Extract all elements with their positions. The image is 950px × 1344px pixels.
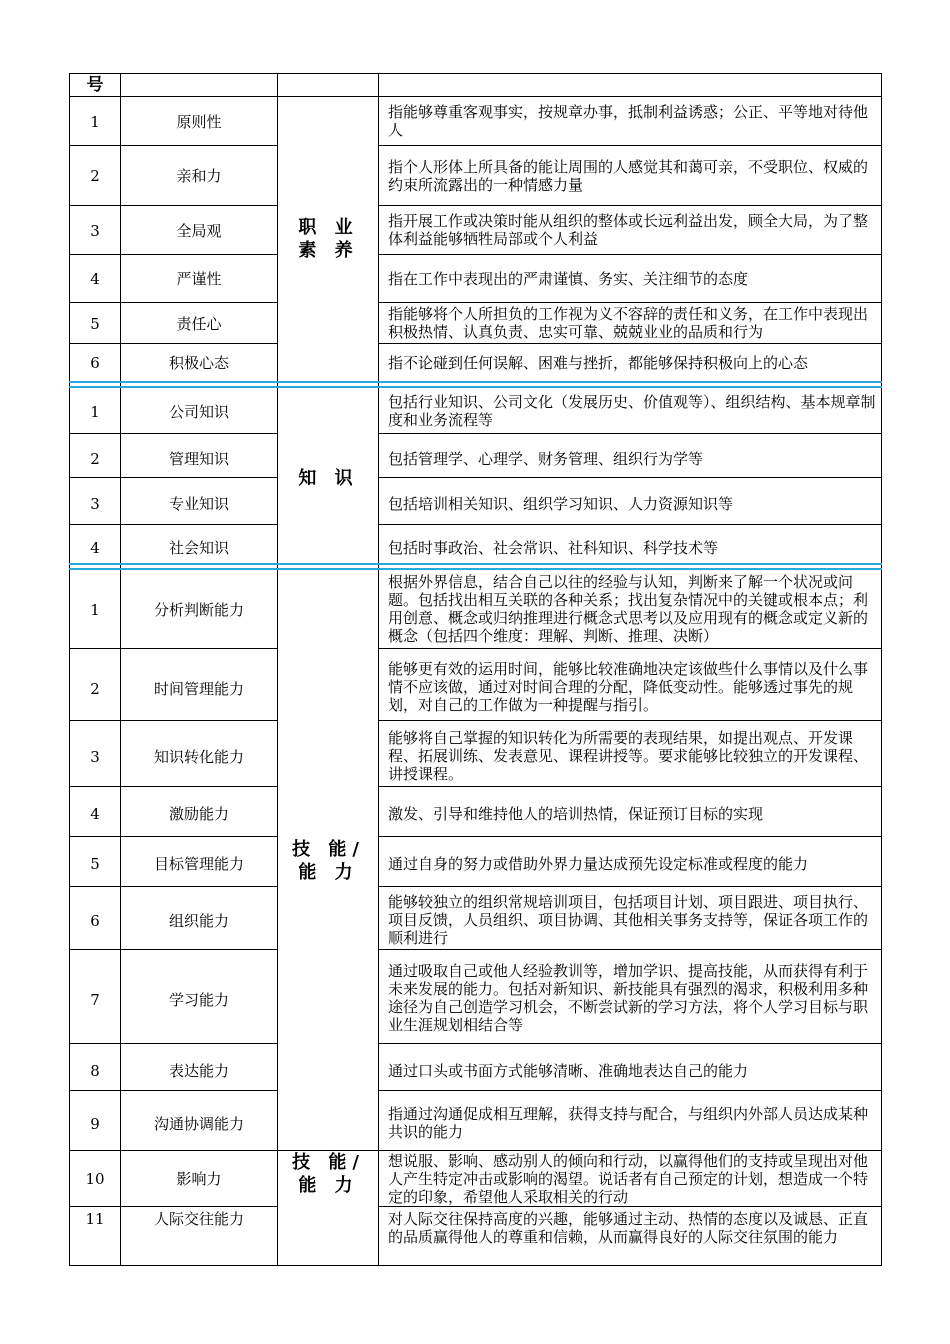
row-line bbox=[378, 648, 882, 649]
row-description: 指开展工作或决策时能从组织的整体或长远利益出发，顾全大局，为了整体利益能够牺牲局部或个人利益 bbox=[388, 212, 869, 248]
row-description: 包括管理学、心理学、财务管理、组织行为学等 bbox=[388, 450, 704, 468]
row-name: 分析判断能力 bbox=[153, 601, 244, 619]
row-description: 激发、引导和维持他人的培训热情，保证预订目标的实现 bbox=[388, 805, 764, 823]
row-line bbox=[378, 1090, 882, 1091]
category-professional: 职 业 素 养 bbox=[298, 217, 359, 261]
row-number: 9 bbox=[90, 1115, 100, 1133]
row-line bbox=[69, 949, 278, 950]
row-number: 3 bbox=[90, 748, 100, 766]
row-line bbox=[69, 205, 278, 206]
row-number: 3 bbox=[90, 222, 100, 240]
row-description: 能够将自己掌握的知识转化为所需要的表现结果，如提出观点、开发课程、拓展训练、发表意见、课程讲授等。要求能够比较独立的开发课程、讲授课程。 bbox=[388, 729, 869, 783]
row-line bbox=[69, 145, 278, 146]
row-description: 指通过沟通促成相互理解，获得支持与配合，与组织内外部人员达成某种共识的能力 bbox=[388, 1105, 869, 1141]
row-description: 对人际交往保持高度的兴趣，能够通过主动、热情的态度以及诚恳、正直的品质赢得他人的尊重和信赖，从而赢得良好的人际交往氛围的能力 bbox=[388, 1210, 869, 1246]
row-description: 包括行业知识、公司文化（发展历史、价值观等）、组织结构、基本规章制度和业务流程等 bbox=[388, 393, 876, 429]
section-divider-1 bbox=[69, 381, 882, 383]
row-description: 指能够尊重客观事实，按规章办事，抵制利益诱惑；公正、平等地对待他人 bbox=[388, 103, 869, 139]
row-name: 影响力 bbox=[176, 1170, 222, 1188]
row-name: 原则性 bbox=[176, 113, 222, 131]
row-line bbox=[378, 1206, 882, 1207]
row-description: 指在工作中表现出的严肃谨慎、务实、关注细节的态度 bbox=[388, 270, 749, 288]
row-name: 积极心态 bbox=[168, 354, 229, 372]
row-name: 责任心 bbox=[176, 315, 222, 333]
section-divider-2b bbox=[69, 568, 882, 570]
row-name: 社会知识 bbox=[168, 539, 229, 557]
row-number: 7 bbox=[90, 991, 100, 1009]
row-name: 严谨性 bbox=[176, 270, 222, 288]
row-number: 8 bbox=[90, 1062, 100, 1080]
row-description: 想说服、影响、感动别人的倾向和行动，以赢得他们的支持或呈现出对他人产生特定冲击或影响的渴望。说话者有自己预定的计划，想造成一个特定的印象，希望他人采取相关的行动 bbox=[388, 1152, 869, 1206]
row-line bbox=[378, 786, 882, 787]
row-number: 2 bbox=[90, 167, 100, 185]
row-description: 指不论碰到任何误解、困难与挫折，都能够保持积极向上的心态 bbox=[388, 354, 809, 372]
row-description: 通过口头或书面方式能够清晰、准确地表达自己的能力 bbox=[388, 1062, 749, 1080]
row-description: 通过自身的努力或借助外界力量达成预先设定标准或程度的能力 bbox=[388, 855, 809, 873]
section-divider-2 bbox=[69, 563, 882, 565]
row-name: 表达能力 bbox=[168, 1062, 229, 1080]
row-name: 时间管理能力 bbox=[153, 680, 244, 698]
row-line bbox=[378, 949, 882, 950]
row-line bbox=[69, 477, 278, 478]
row-name: 激励能力 bbox=[168, 805, 229, 823]
row-number: 4 bbox=[90, 805, 100, 823]
row-name: 全局观 bbox=[176, 222, 222, 240]
row-line bbox=[378, 205, 882, 206]
row-name: 亲和力 bbox=[176, 167, 222, 185]
row-line bbox=[69, 343, 278, 344]
category-skills: 技 能/ 能 力 bbox=[292, 839, 365, 883]
row-line bbox=[69, 1150, 882, 1151]
row-description: 能够较独立的组织常规培训项目，包括项目计划、项目跟进、项目执行、项目反馈，人员组织、项目协调、其他相关事务支持等，保证各项工作的顺利进行 bbox=[388, 893, 869, 947]
row-line bbox=[69, 648, 278, 649]
row-number: 4 bbox=[90, 539, 100, 557]
row-name: 人际交往能力 bbox=[153, 1210, 244, 1228]
table-border-left bbox=[69, 73, 70, 1266]
col-divider-3 bbox=[378, 73, 379, 1266]
row-line bbox=[69, 302, 278, 303]
row-number: 6 bbox=[90, 912, 100, 930]
row-line bbox=[378, 254, 882, 255]
row-line bbox=[378, 433, 882, 434]
col-divider-2 bbox=[277, 73, 278, 1266]
row-line bbox=[378, 145, 882, 146]
row-number: 4 bbox=[90, 270, 100, 288]
row-number: 5 bbox=[90, 855, 100, 873]
row-name: 公司知识 bbox=[168, 403, 229, 421]
row-number: 1 bbox=[90, 113, 100, 131]
row-line bbox=[69, 524, 278, 525]
row-number: 6 bbox=[90, 354, 100, 372]
row-number: 2 bbox=[90, 450, 100, 468]
section-divider-1b bbox=[69, 386, 882, 388]
row-number: 5 bbox=[90, 315, 100, 333]
row-line bbox=[69, 254, 278, 255]
row-name: 目标管理能力 bbox=[153, 855, 244, 873]
row-number: 10 bbox=[85, 1170, 105, 1188]
row-line bbox=[69, 1043, 278, 1044]
row-name: 管理知识 bbox=[168, 450, 229, 468]
row-line bbox=[378, 477, 882, 478]
row-number: 2 bbox=[90, 680, 100, 698]
row-name: 组织能力 bbox=[168, 912, 229, 930]
header-bottom-line bbox=[69, 96, 882, 97]
row-description: 指个人形体上所具备的能让周围的人感觉其和蔼可亲，不受职位、权威的约束所流露出的一种情感力量 bbox=[388, 158, 869, 194]
row-line bbox=[69, 886, 278, 887]
table-border-bottom bbox=[69, 1265, 882, 1266]
row-line bbox=[69, 720, 278, 721]
row-line bbox=[378, 302, 882, 303]
row-number: 11 bbox=[85, 1210, 105, 1228]
col-divider-1 bbox=[120, 73, 121, 1266]
category-knowledge: 知 识 bbox=[298, 468, 359, 489]
row-line bbox=[69, 786, 278, 787]
header-number-label: 号 bbox=[86, 75, 104, 95]
row-number: 1 bbox=[90, 601, 100, 619]
category-skills-repeat: 技 能/ 能 力 bbox=[292, 1152, 365, 1196]
row-name: 沟通协调能力 bbox=[153, 1115, 244, 1133]
row-description: 指能够将个人所担负的工作视为义不容辞的责任和义务，在工作中表现出积极热情、认真负责、忠实可靠、兢兢业业的品质和行为 bbox=[388, 305, 869, 341]
row-line bbox=[69, 433, 278, 434]
row-line bbox=[69, 1206, 278, 1207]
row-description: 根据外界信息，结合自己以往的经验与认知，判断来了解一个状况或问题。包括找出相互关联的各种关系；找出复杂情况中的关键或根本点；利用创意、概念或归纳推理进行概念式思考以及应用现有的概念或定义新的概念（包括四个维度：理解、判断、推理、决断） bbox=[388, 573, 869, 645]
row-description: 通过吸取自己或他人经验教训等，增加学识、提高技能，从而获得有利于未来发展的能力。包括对新知识、新技能具有强烈的渴求，积极利用多种途径为自己创造学习机会，不断尝试新的学习方法，将个人学习目标与职业生涯规划相结合等 bbox=[388, 962, 869, 1034]
row-line bbox=[378, 1043, 882, 1044]
table-border-top bbox=[69, 73, 882, 74]
row-line bbox=[378, 524, 882, 525]
row-line bbox=[378, 836, 882, 837]
row-line bbox=[378, 720, 882, 721]
row-description: 包括时事政治、社会常识、社科知识、科学技术等 bbox=[388, 539, 719, 557]
row-name: 学习能力 bbox=[168, 991, 229, 1009]
row-line bbox=[378, 886, 882, 887]
row-name: 专业知识 bbox=[168, 495, 229, 513]
row-line bbox=[378, 343, 882, 344]
row-description: 包括培训相关知识、组织学习知识、人力资源知识等 bbox=[388, 495, 734, 513]
row-name: 知识转化能力 bbox=[153, 748, 244, 766]
row-line bbox=[69, 1090, 278, 1091]
row-line bbox=[69, 836, 278, 837]
row-number: 3 bbox=[90, 495, 100, 513]
table-border-right bbox=[881, 73, 882, 1266]
row-number: 1 bbox=[90, 403, 100, 421]
row-description: 能够更有效的运用时间，能够比较准确地决定该做些什么事情以及什么事情不应该做，通过对时间合理的分配，降低变动性。能够透过事先的规划，对自己的工作做为一种提醒与指引。 bbox=[388, 660, 869, 714]
